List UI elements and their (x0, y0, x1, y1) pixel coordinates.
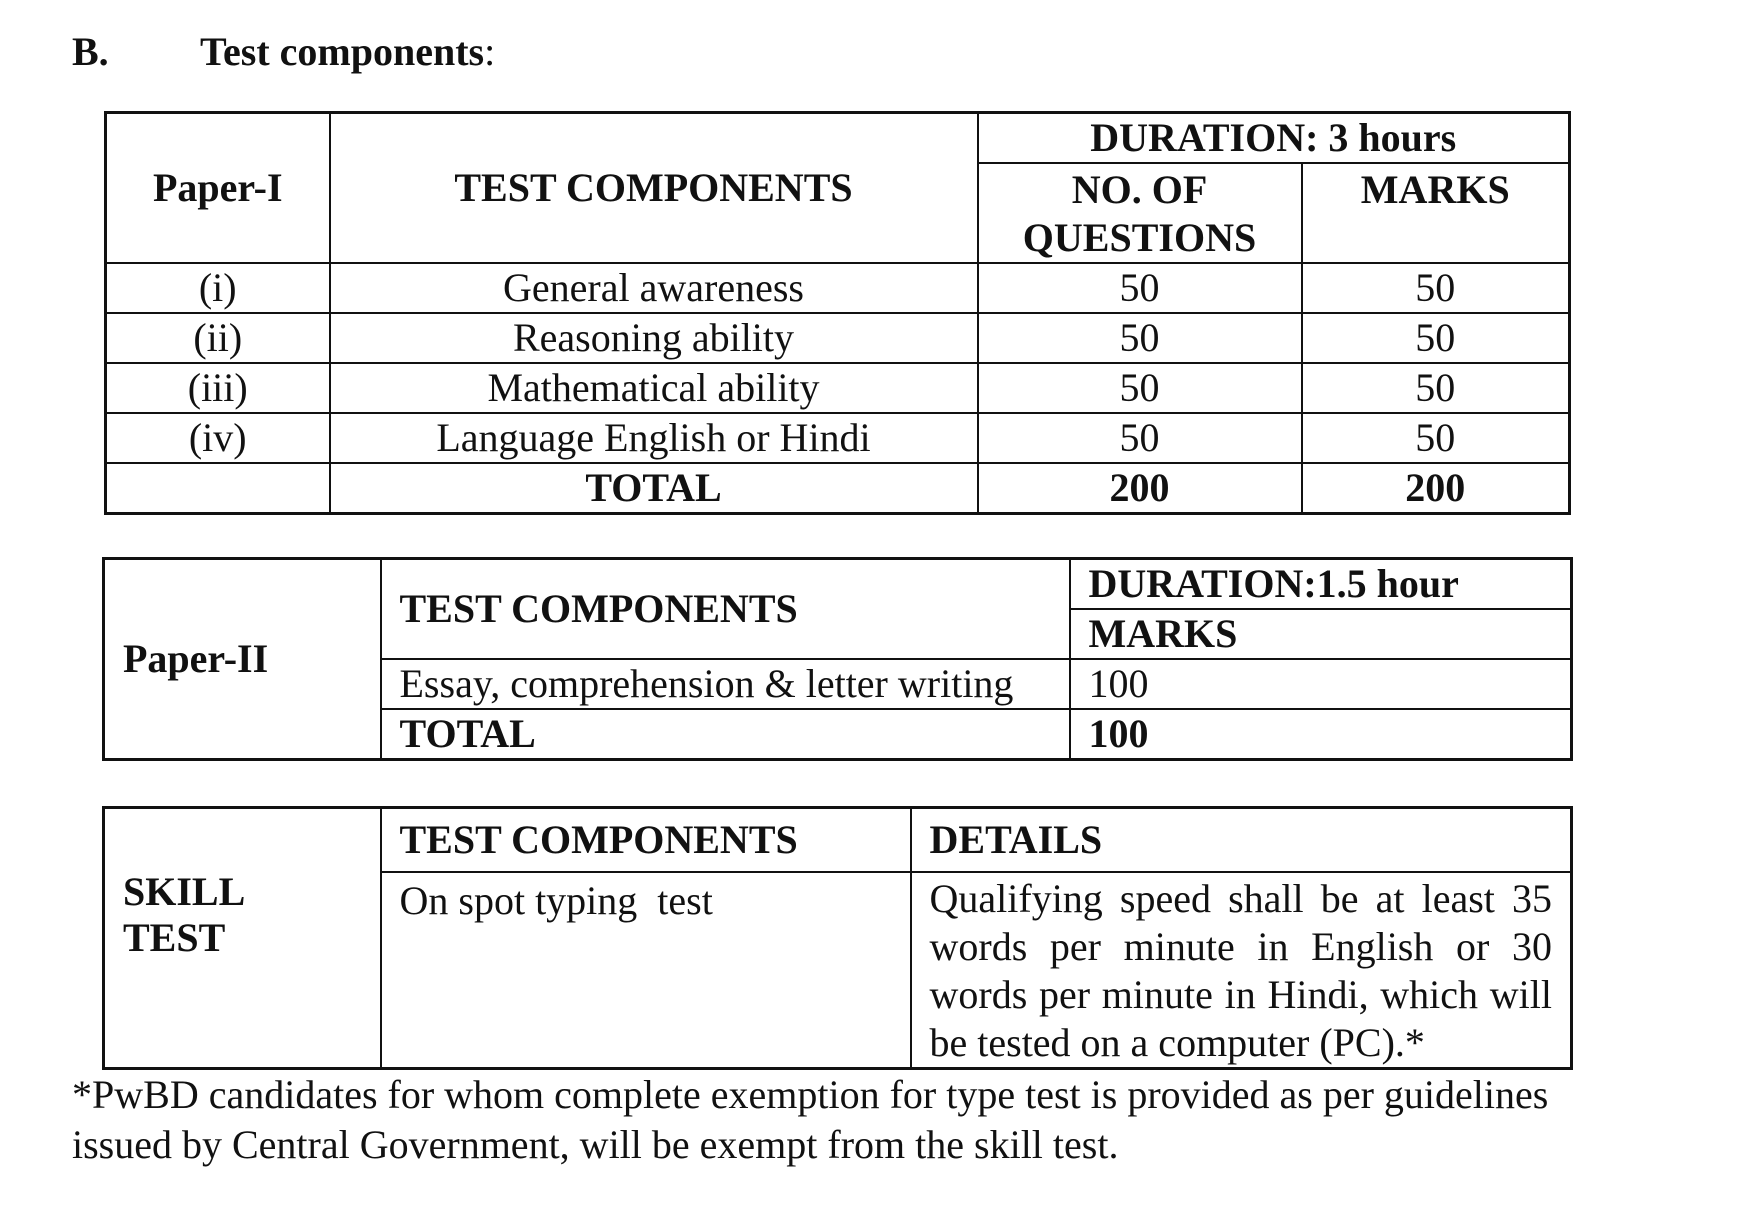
table-row (106, 313, 1570, 363)
total-row (106, 463, 1570, 514)
table-row (106, 263, 1570, 313)
paper-1-table (104, 111, 1571, 515)
paper-2-components-header: TEST COMPONENTS (381, 559, 1070, 660)
row-component: Essay, comprehension & letter writing (381, 659, 1070, 709)
section-title-colon: : (484, 29, 496, 74)
paper-2-table (102, 557, 1573, 761)
paper-1-label: Paper-I (106, 113, 330, 264)
paper-1-marks-header: MARKS (1302, 163, 1570, 263)
paper-2-duration: DURATION:1.5 hour (1070, 559, 1572, 610)
skill-components-header: TEST COMPONENTS (381, 808, 911, 873)
row-questions: 50 (978, 263, 1302, 313)
row-marks: 50 (1302, 363, 1570, 413)
total-marks: 100 (1070, 709, 1572, 760)
row-number: (iii) (106, 363, 330, 413)
row-component: Mathematical ability (330, 363, 978, 413)
skill-component: On spot typing test (381, 872, 911, 1069)
skill-test-label (104, 808, 381, 1069)
row-marks: 50 (1302, 313, 1570, 363)
total-questions: 200 (978, 463, 1302, 514)
row-questions: 50 (978, 313, 1302, 363)
row-marks: 50 (1302, 263, 1570, 313)
row-questions: 50 (978, 413, 1302, 463)
skill-details: Qualifying speed shall be at least 35 words per minute in English or 30 words per minute in Hindi, which will be tested on a computer (PC).* (911, 872, 1572, 1069)
table-row (106, 413, 1570, 463)
row-questions: 50 (978, 363, 1302, 413)
row-number: (i) (106, 263, 330, 313)
table-row (106, 363, 1570, 413)
total-empty-cell (106, 463, 330, 514)
row-number: (ii) (106, 313, 330, 363)
total-marks: 200 (1302, 463, 1570, 514)
row-component: Reasoning ability (330, 313, 978, 363)
paper-1-questions-header: NO. OF QUESTIONS (978, 163, 1302, 263)
row-marks: 100 (1070, 659, 1572, 709)
section-title: Test components (200, 29, 485, 74)
row-component: Language English or Hindi (330, 413, 978, 463)
total-label: TOTAL (330, 463, 978, 514)
row-component: General awareness (330, 263, 978, 313)
row-marks: 50 (1302, 413, 1570, 463)
skill-details-header: DETAILS (911, 808, 1572, 873)
footnote: *PwBD candidates for whom complete exemption for type test is provided as per guidelines issued by Central Government, will be exempt from the skill test. (72, 1072, 1549, 1167)
paper-1-components-header: TEST COMPONENTS (330, 113, 978, 264)
skill-label-line-2: TEST (123, 915, 226, 960)
section-heading (72, 28, 495, 75)
skill-test-table (102, 806, 1573, 1070)
paper-2-label: Paper-II (104, 559, 381, 760)
paper-2-marks-header: MARKS (1070, 609, 1572, 659)
section-letter: B. (72, 29, 109, 74)
row-number: (iv) (106, 413, 330, 463)
skill-label-line-1: SKILL (123, 869, 246, 914)
total-label: TOTAL (381, 709, 1070, 760)
paper-1-duration: DURATION: 3 hours (978, 113, 1570, 164)
